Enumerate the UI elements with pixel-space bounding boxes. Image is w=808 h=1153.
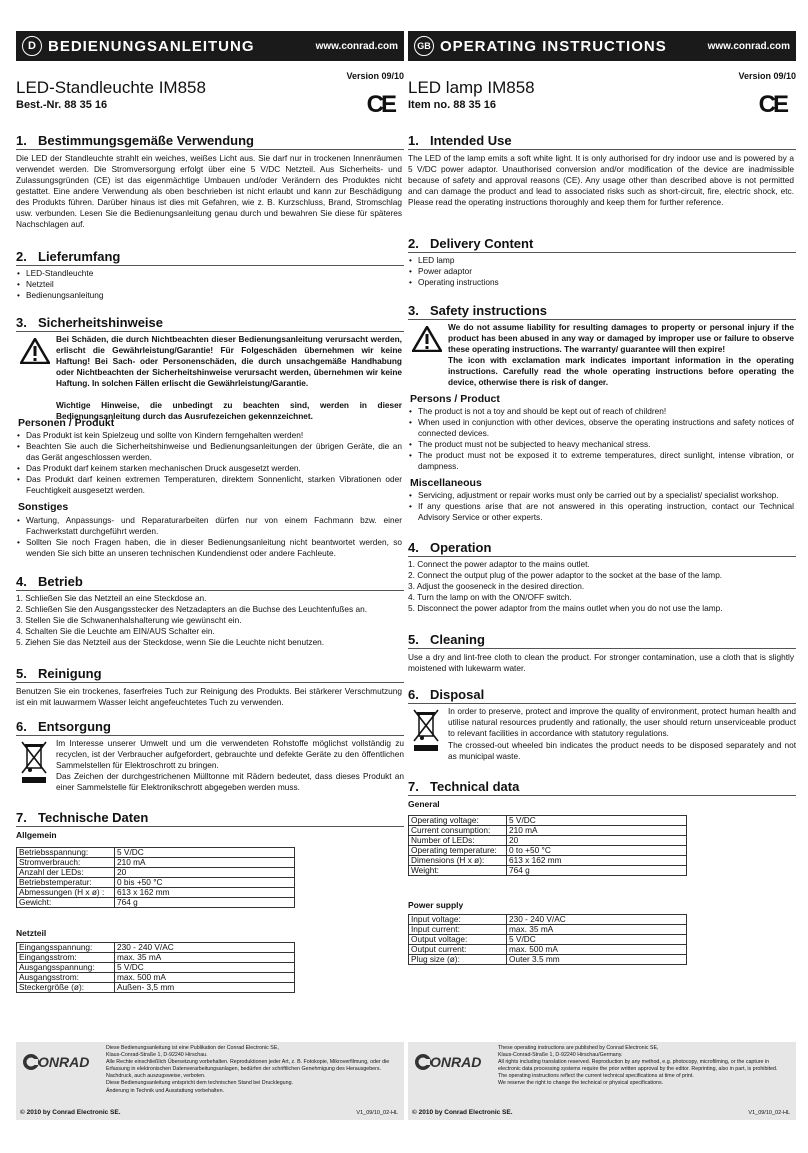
english-version: Version 09/10 bbox=[738, 71, 796, 81]
list-item: • The product must not be subjected to heavy mechanical stress. bbox=[408, 439, 794, 450]
english-product-title: LED lamp IM858 bbox=[408, 78, 535, 97]
german-column bbox=[16, 31, 404, 1116]
svg-text:ONRAD: ONRAD bbox=[38, 1054, 90, 1070]
list-item: 1. Connect the power adaptor to the mains outlet. bbox=[408, 559, 590, 569]
list-item: • Netzteil bbox=[16, 279, 402, 290]
crossed-bin-icon bbox=[412, 708, 440, 752]
section-heading: 4. Betrieb bbox=[16, 574, 83, 589]
list-item: 4. Turn the lamp on with the ON/OFF switch. bbox=[408, 592, 572, 602]
table-row: Current consumption: 210 mA bbox=[409, 826, 687, 836]
delivery-list bbox=[16, 268, 402, 301]
section-heading: 2. Lieferumfang bbox=[16, 249, 121, 264]
warning-triangle-icon bbox=[20, 338, 50, 364]
subheading: Persons / Product bbox=[410, 393, 500, 405]
misc-list bbox=[408, 490, 794, 523]
german-product-title: LED-Standleuchte IM858 bbox=[16, 78, 206, 97]
ce-mark-icon: CE bbox=[758, 91, 786, 118]
list-item: 4. Schalten Sie die Leuchte am EIN/AUS Schalter ein. bbox=[16, 626, 215, 636]
table-row: Gewicht: 764 g bbox=[17, 898, 295, 908]
german-banner bbox=[16, 31, 404, 61]
section-heading: 4. Operation bbox=[408, 540, 492, 555]
list-item: • Sollten Sie noch Fragen haben, die in dieser Bedienungsanleitung nicht beantwortet werden, so wenden Sie sich bitte an unseren technischen Kundendienst oder andere Fachleute. bbox=[16, 537, 402, 559]
section-heading: 7. Technical data bbox=[408, 779, 520, 794]
list-item: 5. Ziehen Sie das Netzteil aus der Steckdose, wenn Sie die Leuchte nicht benutzen. bbox=[16, 637, 325, 647]
operation-steps bbox=[408, 559, 794, 614]
table-row: Betriebstemperatur: 0 bis +50 °C bbox=[17, 878, 295, 888]
table-row: Abmessungen (H x ø) : 613 x 162 mm bbox=[17, 888, 295, 898]
warning-triangle-icon bbox=[412, 326, 442, 352]
table-row: Ausgangsspannung: 5 V/DC bbox=[17, 963, 295, 973]
section-heading: 2. Delivery Content bbox=[408, 236, 534, 251]
footer-code: V1_09/10_02-HL bbox=[748, 1110, 790, 1116]
section-heading: 3. Safety instructions bbox=[408, 303, 548, 318]
spec-table-general bbox=[408, 815, 687, 876]
subheading: General bbox=[408, 799, 440, 809]
subheading: Netzteil bbox=[16, 928, 47, 938]
section-heading: 5. Reinigung bbox=[16, 666, 102, 681]
table-row: Weight: 764 g bbox=[409, 866, 687, 876]
english-footer bbox=[408, 1042, 796, 1120]
table-row: Plug size (ø): Outer 3.5 mm bbox=[409, 955, 687, 965]
english-flag-badge: GB bbox=[414, 36, 434, 56]
conrad-logo bbox=[22, 1052, 102, 1072]
section-text-2: Das Zeichen der durchgestrichenen Mülltonne mit Rädern bedeutet, dass dieses Produkt an einer Sammelstelle für Elektronikschrott abgegeben werden muss. bbox=[56, 771, 404, 792]
section-text: Benutzen Sie ein trockenes, faserfreies Tuch zur Reinigung des Produkts. Bei stärkerer Verschmutzung ist ein mit lauwarmem Wasser leicht angefeuchtetes Tuch zu verwenden. bbox=[16, 686, 402, 707]
footer-code: V1_09/10_02-HL bbox=[356, 1110, 398, 1116]
list-item: • If any questions arise that are not answered in this operating instruction, contact our Technical Advisory Service or other experts. bbox=[408, 501, 794, 523]
warning-box bbox=[408, 322, 796, 392]
list-item: 2. Connect the output plug of the power adaptor to the socket at the base of the lamp. bbox=[408, 570, 723, 580]
list-item: 5. Disconnect the power adaptor from the mains outlet when you do not use the lamp. bbox=[408, 603, 723, 613]
table-row: Eingangsspannung: 230 - 240 V/AC bbox=[17, 943, 295, 953]
footer-text: These operating instructions are published by Conrad Electronic SE, Klaus-Conrad-Straße 1, D-92240 Hirschau/Germany. All rights including translation reserved. Reproduction by any method, e.g. photocopy, microfilming, or the capture in electronic data processing systems require the prior written approval by the editor. Reprinting, also in part, is prohibited. The operating instructions reflect the current technical specifications at time of print. We reserve the right to change the technical or physical specifications. bbox=[498, 1045, 778, 1087]
warning-box bbox=[16, 334, 404, 421]
german-version: Version 09/10 bbox=[346, 71, 404, 81]
section-text-2: The crossed-out wheeled bin indicates the product needs to be disposed separately and not as municipal waste. bbox=[448, 740, 796, 761]
safety-list bbox=[408, 406, 794, 472]
list-item: • Das Produkt darf keinem starken mechanischen Druck ausgesetzt werden. bbox=[16, 463, 402, 474]
warning-text-2: Wichtige Hinweise, die unbedingt zu beachten sind, werden in dieser Bedienungsanleitung durch das Ausrufezeichen gekennzeichnet. bbox=[56, 400, 402, 421]
subheading: Sonstiges bbox=[18, 501, 69, 513]
section-heading: 6. Entsorgung bbox=[16, 719, 111, 734]
operation-steps bbox=[16, 593, 402, 648]
table-row: Anzahl der LEDs: 20 bbox=[17, 868, 295, 878]
misc-list bbox=[16, 515, 402, 559]
section-heading: 7. Technische Daten bbox=[16, 810, 149, 825]
section-text: In order to preserve, protect and improve the quality of environment, protect human health and utilise natural resources prudently and rationally, the user should return unserviceable product to relevant facilities in accordance with statutory regulations. bbox=[448, 706, 796, 738]
subheading: Miscellaneous bbox=[410, 477, 482, 489]
warning-text-2: The icon with exclamation mark indicates important information in the operating instructions. Carefully read the whole operating instructions before operating the device, otherwise there is risk of danger. bbox=[448, 355, 794, 387]
list-item: • Operating instructions bbox=[408, 277, 794, 288]
list-item: • Beachten Sie auch die Sicherheitshinweise und Bedienungsanleitungen der übrigen Geräte, die an das Gerät angeschlossen werden. bbox=[16, 441, 402, 463]
list-item: • The product is not a toy and should be kept out of reach of children! bbox=[408, 406, 794, 417]
list-item: • LED-Standleuchte bbox=[16, 268, 402, 279]
warning-text: Bei Schäden, die durch Nichtbeachten dieser Bedienungsanleitung verursacht werden, erlischt die Gewährleistung/Garantie! Für Folgeschäden übernehmen wir keine Haftung! Bei Sach- oder Personenschäden, die durch unsachgemäße Handhabung oder Nichtbeachten der Sicherheitshinweise verursacht werden, übernehmen wir keine Haftung. In solchen Fällen erlischt die Gewährleistung/Garantie. bbox=[56, 334, 402, 388]
table-row: Input voltage: 230 - 240 V/AC bbox=[409, 915, 687, 925]
list-item: • Power adaptor bbox=[408, 266, 794, 277]
subheading: Allgemein bbox=[16, 830, 57, 840]
table-row: Operating temperature: 0 to +50 °C bbox=[409, 846, 687, 856]
list-item: 3. Stellen Sie die Schwanenhalshalterung wie gewünscht ein. bbox=[16, 615, 242, 625]
list-item: • LED lamp bbox=[408, 255, 794, 266]
section-text: Die LED der Standleuchte strahlt ein weiches, weißes Licht aus. Sie darf nur in trockenen Innenräumen verwendet werden. Die Stromversorgung erfolgt über eine 5 V/DC Netzteil. Aus Sicherheits- und Zulassungsgründen (CE) ist das eigenmächtige Umbauen und/oder Verändern des Produktes nicht gestattet. Eine andere Verwendung als oben beschrieben ist nicht erlaubt und kann zur Beschädigung des Produkts führen. Darüber hinaus ist dies mit Gefahren, wie z. B. Kurzschluss, Brand, Stromschlag usw. verbunden. Lesen Sie die Bedienungsanleitung genau durch und bewahren Sie diese für späteres Nachschlagen auf. bbox=[16, 153, 402, 229]
section-heading: 1. Intended Use bbox=[408, 133, 512, 148]
list-item: 1. Schließen Sie das Netzteil an eine Steckdose an. bbox=[16, 593, 207, 603]
subheading: Personen / Produkt bbox=[18, 417, 115, 429]
spec-table-psu bbox=[408, 914, 687, 965]
ce-mark-icon: CE bbox=[366, 91, 394, 118]
spec-table-psu bbox=[16, 942, 295, 993]
german-url[interactable]: www.conrad.com bbox=[315, 40, 398, 52]
english-banner bbox=[408, 31, 796, 61]
german-flag-badge: D bbox=[22, 36, 42, 56]
table-row: Ausgangsstrom: max. 500 mA bbox=[17, 973, 295, 983]
footer-copyright: © 2010 by Conrad Electronic SE. bbox=[412, 1109, 513, 1116]
german-footer bbox=[16, 1042, 404, 1120]
list-item: • Bedienungsanleitung bbox=[16, 290, 402, 301]
table-row: Output current: max. 500 mA bbox=[409, 945, 687, 955]
footer-text: Diese Bedienungsanleitung ist eine Publikation der Conrad Electronic SE, Klaus-Conrad-Straße 1, D-92240 Hirschau. Alle Rechte einschließlich Übersetzung vorbehalten. Reproduktionen jeder Art, z. B. Fotokopie, Mikroverfilmung, oder die Erfassung in elektronischen Datenverarbeitungsanlagen, bedürfen der schriftlichen Genehmigung des Herausgebers. Nachdruck, auch auszugsweise, verboten. Diese Bedienungsanleitung entspricht dem technischen Stand bei Drucklegung. Änderung in Technik und Ausstattung vorbehalten. bbox=[106, 1045, 390, 1094]
table-row: Input current: max. 35 mA bbox=[409, 925, 687, 935]
crossed-bin-icon bbox=[20, 740, 48, 784]
list-item: • The product must not be exposed it to extreme temperatures, direct sunlight, intense vibration, or dampness. bbox=[408, 450, 794, 472]
list-item: 3. Adjust the gooseneck in the desired direction. bbox=[408, 581, 585, 591]
spec-table-general bbox=[16, 847, 295, 908]
table-row: Dimensions (H x ø): 613 x 162 mm bbox=[409, 856, 687, 866]
section-heading: 6. Disposal bbox=[408, 687, 485, 702]
svg-text:ONRAD: ONRAD bbox=[430, 1054, 482, 1070]
subheading: Power supply bbox=[408, 900, 464, 910]
section-heading: 3. Sicherheitshinweise bbox=[16, 315, 163, 330]
table-row: Eingangsstrom: max. 35 mA bbox=[17, 953, 295, 963]
german-item-number: Best.-Nr. 88 35 16 bbox=[16, 99, 108, 111]
list-item: • Wartung, Anpassungs- und Reparaturarbeiten dürfen nur von einem Fachmann bzw. einer Fachwerkstatt durchgeführt werden. bbox=[16, 515, 402, 537]
section-text: Im Interesse unserer Umwelt und um die verwendeten Rohstoffe möglichst vollständig zu recyclen, ist der Verbraucher aufgefordert, gebrauchte und defekte Geräte zu den öffentlichen Sammelstellen für Elektroschrott zu bringen. bbox=[56, 738, 404, 770]
english-url[interactable]: www.conrad.com bbox=[707, 40, 790, 52]
english-column bbox=[408, 31, 796, 1116]
table-row: Steckergröße (ø): Außen- 3,5 mm bbox=[17, 983, 295, 993]
german-banner-title: BEDIENUNGSANLEITUNG bbox=[48, 37, 255, 55]
section-heading: 5. Cleaning bbox=[408, 632, 485, 647]
list-item: • Das Produkt darf keinen extremen Temperaturen, direktem Sonnenlicht, starken Vibrationen oder Feuchtigkeit ausgesetzt werden. bbox=[16, 474, 402, 496]
list-item: • Servicing, adjustment or repair works must only be carried out by a specialist/ specialist workshop. bbox=[408, 490, 794, 501]
english-item-number: Item no. 88 35 16 bbox=[408, 99, 497, 111]
section-text: Use a dry and lint-free cloth to clean the product. For stronger contamination, use a cloth that is slightly moistened with lukewarm water. bbox=[408, 652, 794, 673]
table-row: Number of LEDs: 20 bbox=[409, 836, 687, 846]
english-banner-title: OPERATING INSTRUCTIONS bbox=[440, 37, 667, 55]
list-item: • Das Produkt ist kein Spielzeug und sollte von Kindern ferngehalten werden! bbox=[16, 430, 402, 441]
table-row: Betriebsspannung: 5 V/DC bbox=[17, 848, 295, 858]
section-text: The LED of the lamp emits a soft white light. It is only authorised for dry indoor use and is powered by a 5 V/DC power adaptor. Unauthorised conversion and/or modification of the device are inadmissible because of safety and approval reasons (CE). Any usage other than described above is not permitted and can damage the product and lead to associated risks such as short-circuit, fire, electric shock, etc. Please read the operating instructions thoroughly and keep them for further reference. bbox=[408, 153, 794, 207]
delivery-list bbox=[408, 255, 794, 288]
table-row: Output voltage: 5 V/DC bbox=[409, 935, 687, 945]
warning-text: We do not assume liability for resulting damages to property or personal injury if the product has been abused in any way or damaged by improper use or failure to observe these operating instructions. The warranty/ guarantee will then expire! bbox=[448, 322, 794, 354]
conrad-logo bbox=[414, 1052, 494, 1072]
section-heading: 1. Bestimmungsgemäße Verwendung bbox=[16, 133, 254, 148]
list-item: • When used in conjunction with other devices, observe the operating instructions and safety notices of connected devices. bbox=[408, 417, 794, 439]
safety-list bbox=[16, 430, 402, 496]
table-row: Operating voltage: 5 V/DC bbox=[409, 816, 687, 826]
footer-copyright: © 2010 by Conrad Electronic SE. bbox=[20, 1109, 121, 1116]
list-item: 2. Schließen Sie den Ausgangsstecker des Netzadapters an die Buchse des Leuchtenfußes an. bbox=[16, 604, 367, 614]
table-row: Stromverbrauch: 210 mA bbox=[17, 858, 295, 868]
